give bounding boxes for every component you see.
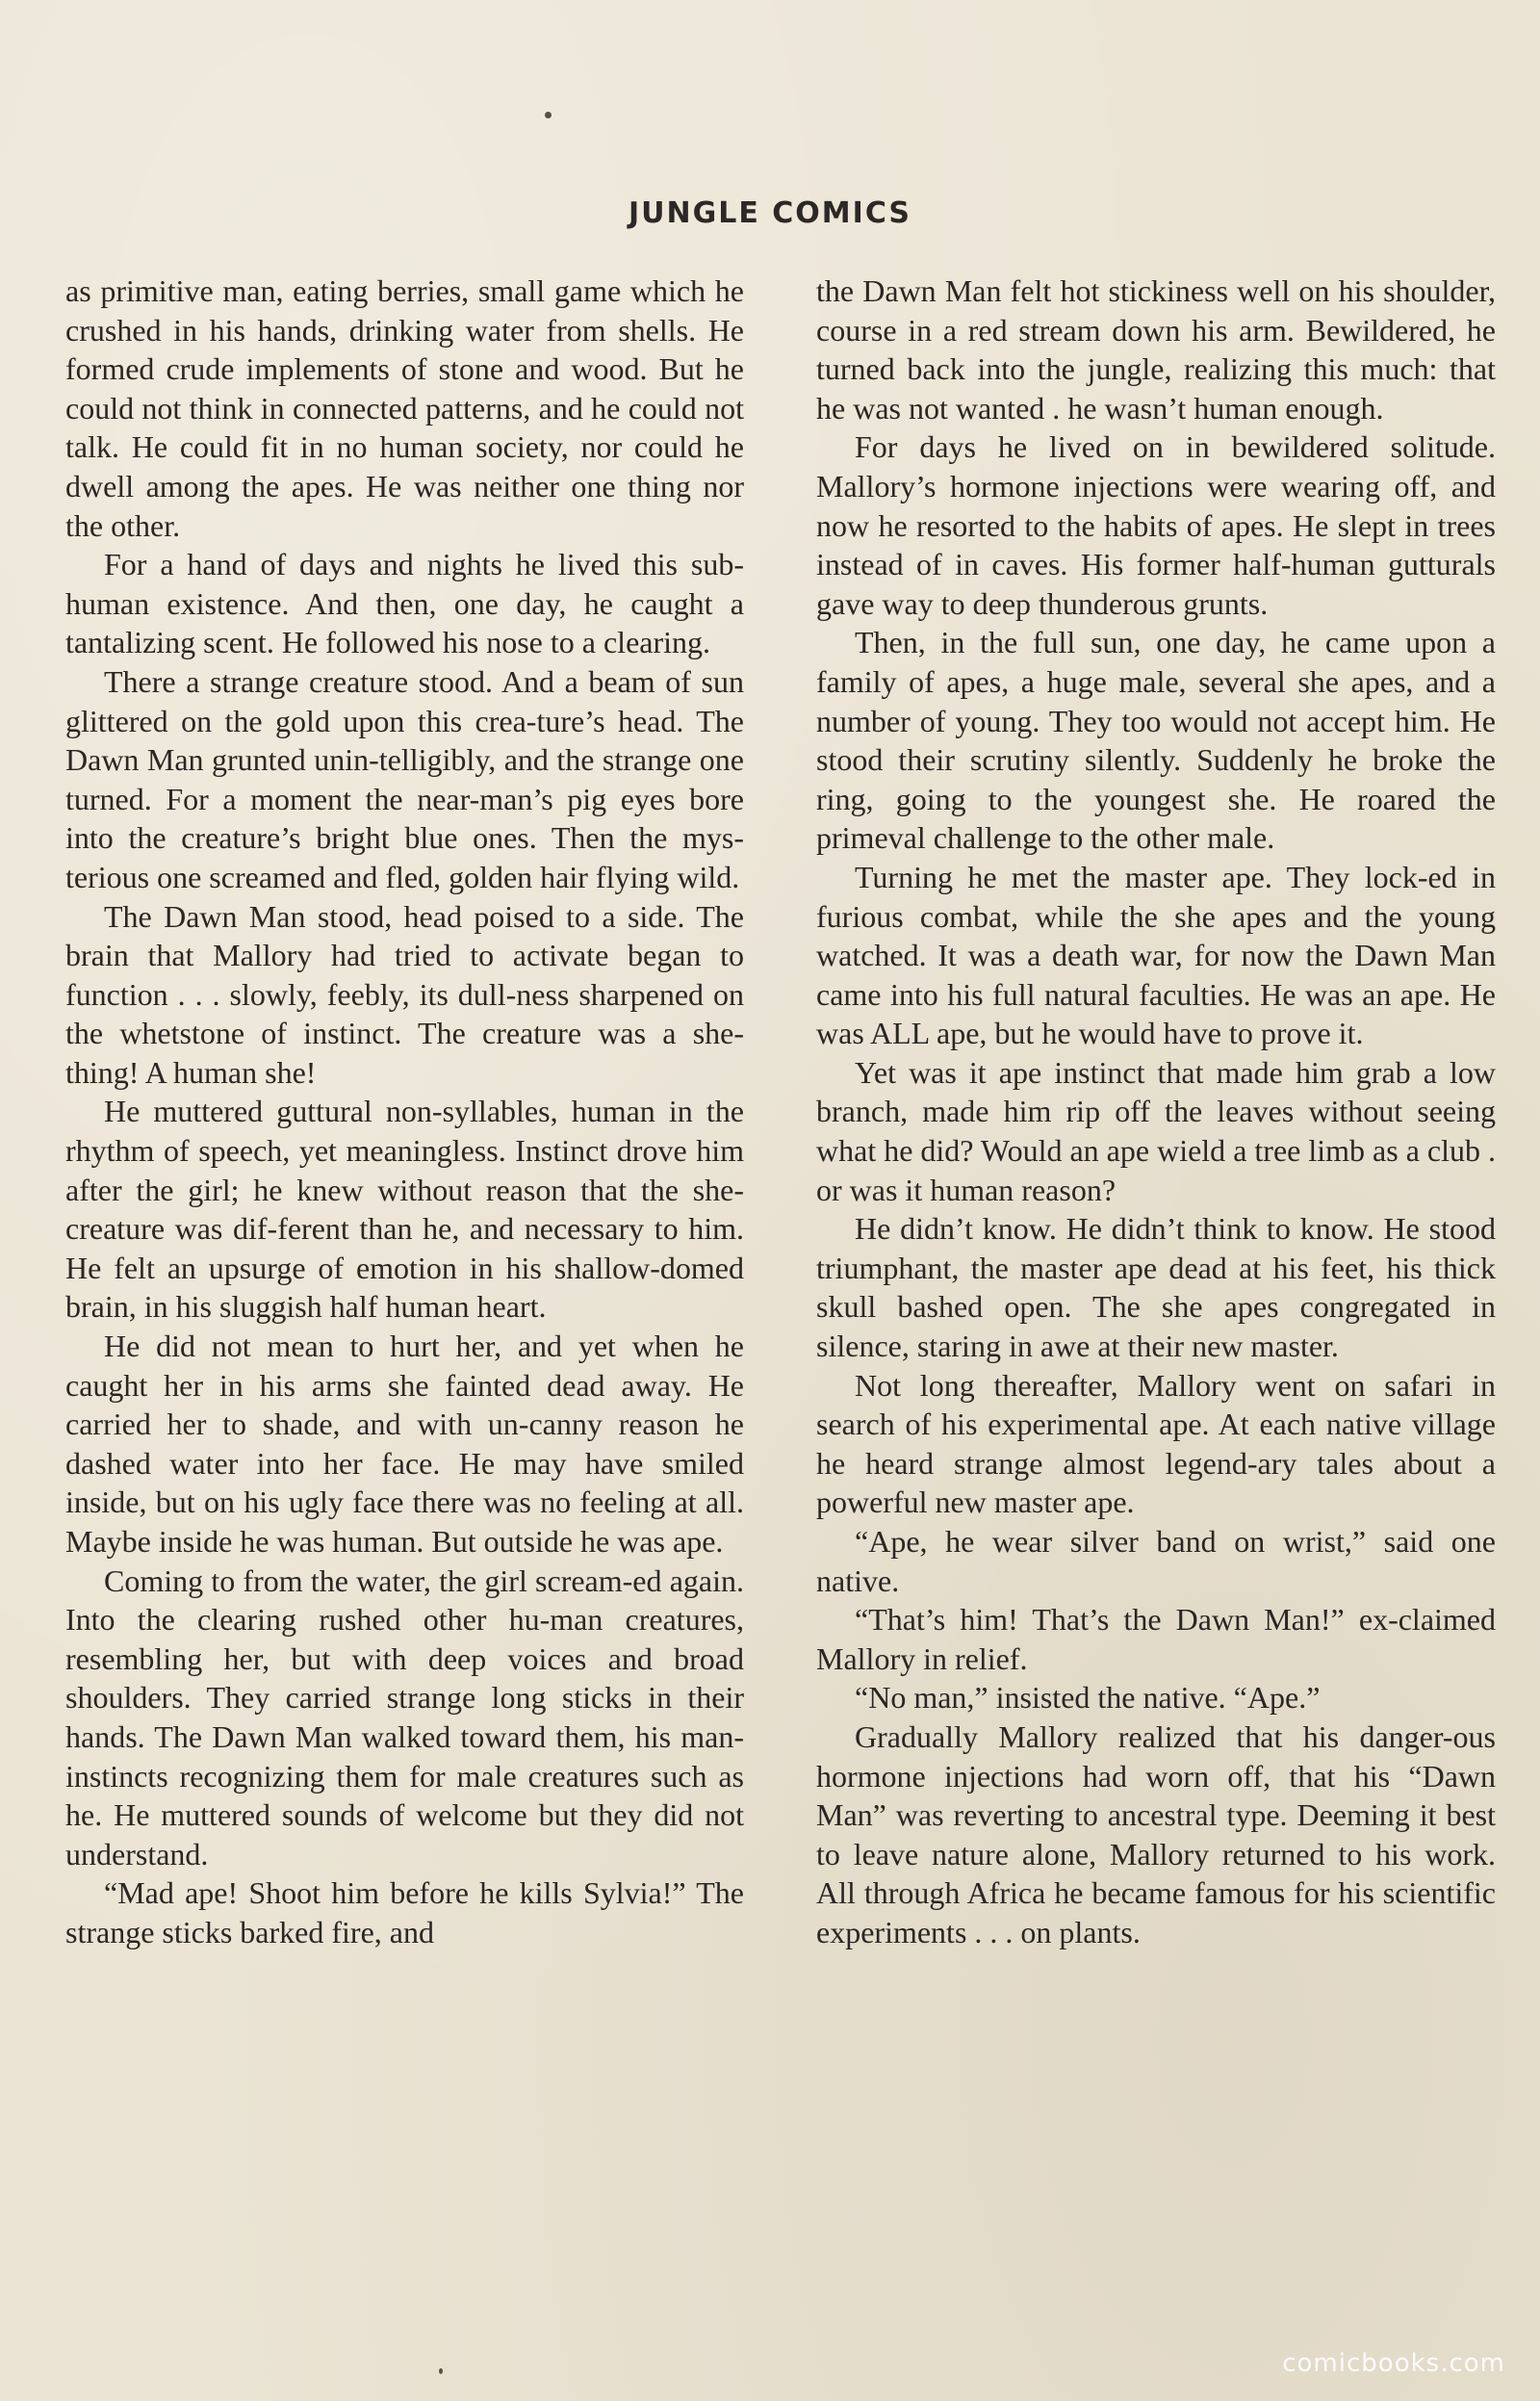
paragraph: the Dawn Man felt hot stickiness well on his shoulder, course in a red stream down his arm. Bewildered, he turned back into the jungle, realizing this much: that he was not wanted . he wasn’t human enough. xyxy=(816,273,1496,426)
paragraph: The Dawn Man stood, head poised to a side. The brain that Mallory had tried to activate began to function . . . slowly, feebly, its dull-ness sharpened on the whetstone of instinct. The creature was a she-thing! A human she! xyxy=(65,898,744,1090)
right-column xyxy=(816,271,1496,1952)
paragraph: Gradually Mallory realized that his danger-ous hormone injections had worn off, that his “Dawn Man” was reverting to ancestral type. Deeming it best to leave nature alone, Mallory returned to his work. All through Africa he became famous for his scientific experiments . . . on plants. xyxy=(816,1718,1496,1949)
paragraph: Coming to from the water, the girl scream-ed again. Into the clearing rushed other hu-man creatures, resembling her, but with deep voices and broad shoulders. They carried strange long sticks in their hands. The Dawn Man walked toward them, his man-instincts recognizing them for male creatures such as he. He muttered sounds of welcome but they did not understand. xyxy=(65,1562,744,1872)
paragraph: Not long thereafter, Mallory went on safari in search of his experimental ape. At each native village he heard strange almost legend-ary tales about a powerful new master ape. xyxy=(816,1367,1496,1520)
paragraph: as primitive man, eating berries, small game which he crushed in his hands, drinking water from shells. He formed crude implements of stone and wood. But he could not think in connected patterns, and he could not talk. He could fit in no human society, nor could he dwell among the apes. He was neither one thing nor the other. xyxy=(65,273,744,543)
paragraph: Then, in the full sun, one day, he came upon a family of apes, a huge male, several she apes, and a number of young. They too would not accept him. He stood their scrutiny silently. Suddenly he broke the ring, going to the youngest she. He roared the primeval challenge to the other male. xyxy=(816,625,1496,856)
paragraph: “Mad ape! Shoot him before he kills Sylvia!” The strange sticks barked fire, and xyxy=(65,1875,744,1949)
paragraph: Turning he met the master ape. They lock-ed in furious combat, while the she apes and the young watched. It was a death war, for now the Dawn Man came into his full natural faculties. He was an ape. He was ALL ape, but he would have to prove it. xyxy=(816,859,1496,1051)
page-header: JUNGLE COMICS xyxy=(628,196,912,230)
paragraph: He didn’t know. He didn’t think to know. He stood triumphant, the master ape dead at his feet, his thick skull bashed open. The she apes congregated in silence, staring in awe at their new master. xyxy=(816,1211,1496,1364)
paragraph: There a strange creature stood. And a beam of sun glittered on the gold upon this crea-ture’s head. The Dawn Man grunted unin-telligibly, and the strange one turned. For a moment the near-man’s pig eyes bore into the creature’s bright blue ones. Then the mys-terious one screamed and fled, golden hair flying wild. xyxy=(65,663,744,894)
paragraph: For days he lived on in bewildered solitude. Mallory’s hormone injections were wearing off, and now he resorted to the habits of apes. He slept in trees instead of in caves. His former half-human gutturals gave way to deep thunderous grunts. xyxy=(816,429,1496,621)
paragraph: “That’s him! That’s the Dawn Man!” ex-claimed Mallory in relief. xyxy=(816,1602,1496,1676)
ink-speck xyxy=(545,112,552,118)
paragraph: He muttered guttural non-syllables, human in the rhythm of speech, yet meaningless. Instinct drove him after the girl; he knew without reason that the she-creature was dif-ferent than he, and necessary to him. He felt an upsurge of emotion in his shallow-domed brain, in his sluggish half human heart. xyxy=(65,1094,744,1325)
paragraph: For a hand of days and nights he lived this sub-human existence. And then, one day, he caught a tantalizing scent. He followed his nose to a clearing. xyxy=(65,547,744,660)
watermark: comicbooks.com xyxy=(1282,2349,1505,2378)
paragraph: Yet was it ape instinct that made him grab a low branch, made him rip off the leaves without seeing what he did? Would an ape wield a tree limb as a club . or was it human reason? xyxy=(816,1054,1496,1207)
ink-speck xyxy=(439,2368,443,2374)
left-column xyxy=(65,271,744,1952)
paragraph: He did not mean to hurt her, and yet when he caught her in his arms she fainted dead away. He carried her to shade, and with un-canny reason he dashed water into her face. He may have smiled inside, but on his ugly face there was no feeling at all. Maybe inside he was human. But outside he was ape. xyxy=(65,1329,744,1559)
paragraph: “No man,” insisted the native. “Ape.” xyxy=(855,1680,1321,1716)
paragraph: “Ape, he wear silver band on wrist,” said one native. xyxy=(816,1524,1496,1598)
